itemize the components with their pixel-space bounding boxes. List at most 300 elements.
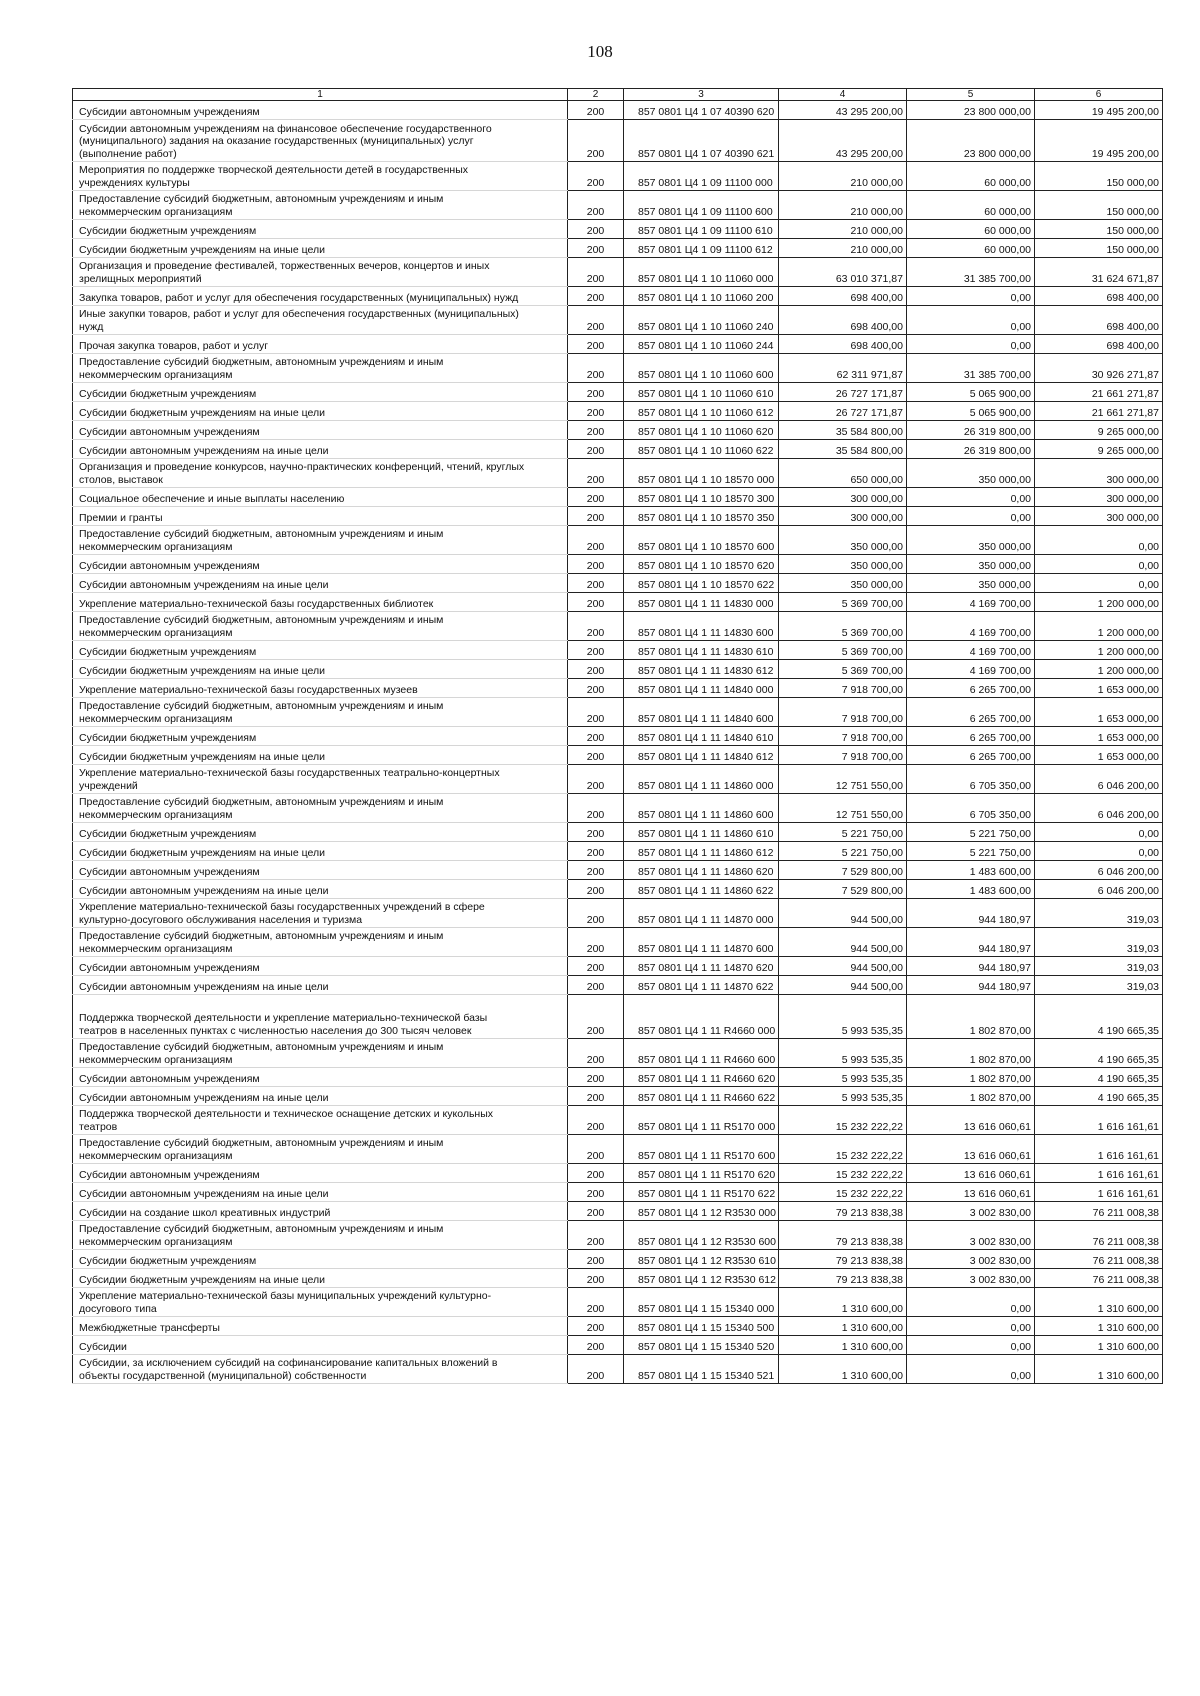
row-line-code: 200 [568, 101, 624, 120]
column-header-1: 1 [73, 89, 568, 101]
row-name-line: Укрепление материально-технической базы государственных музеев [79, 683, 418, 696]
row-name-line: Укрепление материально-технической базы государственных учреждений в сфере [79, 901, 485, 913]
row-amount-col6: 1 653 000,00 [1035, 679, 1163, 698]
row-name-line: Предоставление субсидий бюджетным, автономным учреждениям и иным [79, 356, 444, 368]
table-row [73, 899, 1163, 928]
row-amount-col6: 698 400,00 [1035, 335, 1163, 354]
table-row [73, 1269, 1163, 1288]
table-row [73, 928, 1163, 957]
row-amount-col5: 1 802 870,00 [907, 1039, 1035, 1068]
row-budget-code: 857 0801 Ц4 1 11 14860 600 [624, 794, 779, 823]
row-name-line: Предоставление субсидий бюджетным, автономным учреждениям и иным [79, 796, 444, 808]
row-amount-col5: 13 616 060,61 [907, 1183, 1035, 1202]
row-name [73, 1183, 568, 1202]
row-amount-col6: 0,00 [1035, 526, 1163, 555]
row-amount-col6: 319,03 [1035, 899, 1163, 928]
row-amount-col6: 0,00 [1035, 823, 1163, 842]
row-line-code: 200 [568, 488, 624, 507]
row-budget-code: 857 0801 Ц4 1 11 14840 000 [624, 679, 779, 698]
row-line-code: 200 [568, 220, 624, 239]
row-line-code: 200 [568, 1183, 624, 1202]
row-budget-code: 857 0801 Ц4 1 11 14830 600 [624, 612, 779, 641]
table-row [73, 1202, 1163, 1221]
budget-table [72, 88, 1163, 1384]
row-amount-col5: 6 265 700,00 [907, 727, 1035, 746]
row-amount-col6: 76 211 008,38 [1035, 1202, 1163, 1221]
table-row [73, 746, 1163, 765]
row-amount-col4: 5 369 700,00 [779, 660, 907, 679]
row-amount-col4: 1 310 600,00 [779, 1355, 907, 1384]
row-name-line: Субсидии бюджетным учреждениям [79, 224, 257, 237]
row-budget-code: 857 0801 Ц4 1 10 11060 244 [624, 335, 779, 354]
row-name-line: объекты государственной (муниципальной) собственности [79, 1369, 367, 1382]
row-name [73, 507, 568, 526]
row-amount-col4: 944 500,00 [779, 899, 907, 928]
column-header-6: 6 [1035, 89, 1163, 101]
row-amount-col4: 7 529 800,00 [779, 880, 907, 899]
row-amount-col6: 31 624 671,87 [1035, 258, 1163, 287]
row-amount-col5: 13 616 060,61 [907, 1135, 1035, 1164]
row-name [73, 612, 568, 641]
row-amount-col5: 350 000,00 [907, 555, 1035, 574]
row-amount-col5: 3 002 830,00 [907, 1269, 1035, 1288]
row-name-line: Субсидии автономным учреждениям [79, 1072, 260, 1085]
row-name [73, 1087, 568, 1106]
row-amount-col4: 210 000,00 [779, 220, 907, 239]
row-budget-code: 857 0801 Ц4 1 10 18570 620 [624, 555, 779, 574]
row-name [73, 976, 568, 995]
table-row [73, 765, 1163, 794]
table-row [73, 995, 1163, 1039]
row-amount-col4: 210 000,00 [779, 191, 907, 220]
table-row [73, 191, 1163, 220]
row-amount-col4: 7 918 700,00 [779, 746, 907, 765]
row-name-line: Субсидии бюджетным учреждениям [79, 387, 257, 400]
row-amount-col6: 4 190 665,35 [1035, 1087, 1163, 1106]
row-amount-col5: 1 483 600,00 [907, 861, 1035, 880]
row-amount-col5: 5 221 750,00 [907, 823, 1035, 842]
row-amount-col6: 1 310 600,00 [1035, 1288, 1163, 1317]
row-amount-col6: 1 616 161,61 [1035, 1135, 1163, 1164]
row-name-line: Предоставление субсидий бюджетным, автономным учреждениям и иным [79, 1041, 444, 1053]
row-amount-col4: 7 918 700,00 [779, 727, 907, 746]
table-row [73, 120, 1163, 162]
row-line-code: 200 [568, 459, 624, 488]
row-amount-col6: 0,00 [1035, 574, 1163, 593]
row-amount-col4: 12 751 550,00 [779, 765, 907, 794]
row-name-line: Субсидии [79, 1340, 127, 1353]
row-amount-col4: 1 310 600,00 [779, 1317, 907, 1336]
row-amount-col6: 21 661 271,87 [1035, 402, 1163, 421]
table-row [73, 727, 1163, 746]
row-budget-code: 857 0801 Ц4 1 11 R4660 000 [624, 995, 779, 1039]
row-amount-col5: 4 169 700,00 [907, 593, 1035, 612]
row-amount-col4: 350 000,00 [779, 526, 907, 555]
row-line-code: 200 [568, 1336, 624, 1355]
row-name [73, 765, 568, 794]
row-amount-col4: 5 993 535,35 [779, 995, 907, 1039]
row-name-line: Прочая закупка товаров, работ и услуг [79, 339, 269, 352]
row-amount-col4: 15 232 222,22 [779, 1164, 907, 1183]
row-amount-col4: 15 232 222,22 [779, 1183, 907, 1202]
row-amount-col4: 5 221 750,00 [779, 842, 907, 861]
row-amount-col5: 944 180,97 [907, 928, 1035, 957]
row-amount-col5: 0,00 [907, 1317, 1035, 1336]
row-amount-col4: 698 400,00 [779, 335, 907, 354]
row-line-code: 200 [568, 1039, 624, 1068]
row-name [73, 861, 568, 880]
row-amount-col5: 13 616 060,61 [907, 1164, 1035, 1183]
row-amount-col4: 5 221 750,00 [779, 823, 907, 842]
row-line-code: 200 [568, 746, 624, 765]
table-row [73, 1221, 1163, 1250]
row-line-code: 200 [568, 1087, 624, 1106]
row-name-line: Предоставление субсидий бюджетным, автономным учреждениям и иным [79, 930, 444, 942]
row-name [73, 794, 568, 823]
row-budget-code: 857 0801 Ц4 1 10 18570 000 [624, 459, 779, 488]
row-amount-col4: 944 500,00 [779, 957, 907, 976]
row-name [73, 354, 568, 383]
row-name [73, 746, 568, 765]
row-line-code: 200 [568, 1164, 624, 1183]
row-amount-col4: 944 500,00 [779, 928, 907, 957]
table-row [73, 957, 1163, 976]
row-budget-code: 857 0801 Ц4 1 11 14830 000 [624, 593, 779, 612]
row-name-line: Субсидии бюджетным учреждениям на иные цели [79, 243, 325, 256]
row-line-code: 200 [568, 899, 624, 928]
row-amount-col4: 79 213 838,38 [779, 1250, 907, 1269]
row-budget-code: 857 0801 Ц4 1 12 R3530 610 [624, 1250, 779, 1269]
row-name [73, 191, 568, 220]
row-budget-code: 857 0801 Ц4 1 11 14870 600 [624, 928, 779, 957]
row-budget-code: 857 0801 Ц4 1 10 11060 620 [624, 421, 779, 440]
table-row [73, 421, 1163, 440]
row-name-line: Субсидии бюджетным учреждениям на иные цели [79, 750, 325, 763]
row-name-line: Субсидии бюджетным учреждениям на иные цели [79, 846, 325, 859]
row-line-code: 200 [568, 823, 624, 842]
table-row [73, 612, 1163, 641]
row-amount-col4: 26 727 171,87 [779, 402, 907, 421]
table-row [73, 354, 1163, 383]
row-amount-col5: 23 800 000,00 [907, 101, 1035, 120]
row-name-line: Субсидии бюджетным учреждениям на иные цели [79, 664, 325, 677]
row-line-code: 200 [568, 287, 624, 306]
row-amount-col5: 0,00 [907, 1336, 1035, 1355]
row-name-line: Субсидии автономным учреждениям на иные цели [79, 578, 329, 591]
table-row [73, 1068, 1163, 1087]
table-header [73, 89, 1163, 101]
row-name-line: театров в населенных пунктах с численностью населения до 300 тысяч человек [79, 1024, 472, 1037]
row-amount-col6: 1 310 600,00 [1035, 1355, 1163, 1384]
row-budget-code: 857 0801 Ц4 1 11 14860 620 [624, 861, 779, 880]
row-line-code: 200 [568, 727, 624, 746]
row-name-line: Субсидии бюджетным учреждениям [79, 645, 257, 658]
row-name-line: некоммерческим организациям [79, 368, 233, 381]
row-name-line: Субсидии автономным учреждениям [79, 961, 260, 974]
table-row [73, 1135, 1163, 1164]
row-amount-col4: 5 993 535,35 [779, 1068, 907, 1087]
row-amount-col5: 1 802 870,00 [907, 1087, 1035, 1106]
row-amount-col6: 319,03 [1035, 928, 1163, 957]
row-budget-code: 857 0801 Ц4 1 09 11100 000 [624, 162, 779, 191]
row-name [73, 1250, 568, 1269]
row-name-line: Предоставление субсидий бюджетным, автономным учреждениям и иным [79, 528, 444, 540]
row-name-line: нужд [79, 320, 104, 333]
row-budget-code: 857 0801 Ц4 1 15 15340 500 [624, 1317, 779, 1336]
row-name [73, 287, 568, 306]
row-amount-col4: 35 584 800,00 [779, 421, 907, 440]
row-name [73, 593, 568, 612]
row-name [73, 120, 568, 162]
row-line-code: 200 [568, 928, 624, 957]
row-name [73, 239, 568, 258]
row-name-line: некоммерческим организациям [79, 1053, 233, 1066]
row-amount-col6: 1 653 000,00 [1035, 727, 1163, 746]
row-line-code: 200 [568, 574, 624, 593]
row-budget-code: 857 0801 Ц4 1 11 14860 612 [624, 842, 779, 861]
table-row [73, 239, 1163, 258]
table-body [73, 101, 1163, 1384]
row-amount-col5: 0,00 [907, 1355, 1035, 1384]
row-name [73, 488, 568, 507]
table-row [73, 842, 1163, 861]
row-amount-col4: 5 369 700,00 [779, 641, 907, 660]
row-budget-code: 857 0801 Ц4 1 10 11060 200 [624, 287, 779, 306]
row-line-code: 200 [568, 526, 624, 555]
row-budget-code: 857 0801 Ц4 1 11 14830 612 [624, 660, 779, 679]
row-amount-col4: 698 400,00 [779, 287, 907, 306]
row-budget-code: 857 0801 Ц4 1 10 11060 240 [624, 306, 779, 335]
row-amount-col6: 9 265 000,00 [1035, 421, 1163, 440]
row-line-code: 200 [568, 1250, 624, 1269]
row-amount-col5: 13 616 060,61 [907, 1106, 1035, 1135]
row-name-line: зрелищных мероприятий [79, 272, 202, 285]
table-row [73, 1355, 1163, 1384]
row-budget-code: 857 0801 Ц4 1 11 14870 622 [624, 976, 779, 995]
row-name [73, 1355, 568, 1384]
row-name-line: учреждениях культуры [79, 176, 190, 189]
row-amount-col4: 300 000,00 [779, 488, 907, 507]
row-amount-col4: 210 000,00 [779, 162, 907, 191]
row-name-line: Субсидии бюджетным учреждениям на иные цели [79, 1273, 325, 1286]
row-name-line: некоммерческим организациям [79, 540, 233, 553]
row-name [73, 383, 568, 402]
row-amount-col5: 350 000,00 [907, 459, 1035, 488]
table-row [73, 1164, 1163, 1183]
row-amount-col5: 31 385 700,00 [907, 354, 1035, 383]
row-amount-col6: 698 400,00 [1035, 287, 1163, 306]
row-name-line: Субсидии автономным учреждениям на финансовое обеспечение государственного [79, 122, 492, 135]
row-amount-col5: 5 065 900,00 [907, 383, 1035, 402]
row-amount-col4: 1 310 600,00 [779, 1288, 907, 1317]
row-line-code: 200 [568, 120, 624, 162]
row-amount-col6: 150 000,00 [1035, 239, 1163, 258]
row-amount-col4: 62 311 971,87 [779, 354, 907, 383]
row-amount-col5: 5 221 750,00 [907, 842, 1035, 861]
row-amount-col6: 1 616 161,61 [1035, 1106, 1163, 1135]
row-name [73, 162, 568, 191]
row-name [73, 880, 568, 899]
row-amount-col6: 4 190 665,35 [1035, 1068, 1163, 1087]
row-name [73, 679, 568, 698]
row-amount-col6: 19 495 200,00 [1035, 120, 1163, 162]
row-name-line: столов, выставок [79, 473, 163, 486]
row-name-line: Предоставление субсидий бюджетным, автономным учреждениям и иным [79, 1223, 444, 1235]
row-amount-col5: 350 000,00 [907, 526, 1035, 555]
row-line-code: 200 [568, 660, 624, 679]
row-name-line: некоммерческим организациям [79, 712, 233, 725]
row-name [73, 727, 568, 746]
table-row [73, 1039, 1163, 1068]
row-line-code: 200 [568, 976, 624, 995]
row-line-code: 200 [568, 1355, 624, 1384]
row-line-code: 200 [568, 258, 624, 287]
row-budget-code: 857 0801 Ц4 1 10 11060 600 [624, 354, 779, 383]
table-row [73, 861, 1163, 880]
row-amount-col4: 650 000,00 [779, 459, 907, 488]
row-name-line: театров [79, 1120, 118, 1133]
row-name-line: учреждений [79, 779, 138, 792]
row-amount-col4: 944 500,00 [779, 976, 907, 995]
row-budget-code: 857 0801 Ц4 1 10 11060 610 [624, 383, 779, 402]
row-line-code: 200 [568, 765, 624, 794]
row-amount-col5: 6 265 700,00 [907, 746, 1035, 765]
row-budget-code: 857 0801 Ц4 1 11 R4660 620 [624, 1068, 779, 1087]
row-name-line: Социальное обеспечение и иные выплаты населению [79, 492, 345, 505]
row-amount-col6: 1 310 600,00 [1035, 1317, 1163, 1336]
row-amount-col4: 1 310 600,00 [779, 1336, 907, 1355]
table-row [73, 383, 1163, 402]
row-line-code: 200 [568, 354, 624, 383]
row-amount-col5: 31 385 700,00 [907, 258, 1035, 287]
row-name-line: Укрепление материально-технической базы государственных театрально-концертных [79, 767, 500, 779]
table-row [73, 1317, 1163, 1336]
row-amount-col4: 43 295 200,00 [779, 120, 907, 162]
row-amount-col5: 60 000,00 [907, 162, 1035, 191]
row-amount-col4: 43 295 200,00 [779, 101, 907, 120]
row-line-code: 200 [568, 191, 624, 220]
row-amount-col5: 0,00 [907, 287, 1035, 306]
row-line-code: 200 [568, 383, 624, 402]
row-name-line: Поддержка творческой деятельности и укрепление материально-технической базы [79, 1012, 488, 1024]
row-amount-col4: 5 993 535,35 [779, 1087, 907, 1106]
column-header-5: 5 [907, 89, 1035, 101]
row-amount-col4: 12 751 550,00 [779, 794, 907, 823]
row-name-line: (муниципального) задания на оказание государственных (муниципальных) услуг [79, 135, 474, 147]
row-name [73, 402, 568, 421]
row-name [73, 258, 568, 287]
row-budget-code: 857 0801 Ц4 1 11 14840 600 [624, 698, 779, 727]
row-amount-col6: 6 046 200,00 [1035, 861, 1163, 880]
row-amount-col6: 76 211 008,38 [1035, 1269, 1163, 1288]
table-row [73, 335, 1163, 354]
row-budget-code: 857 0801 Ц4 1 11 R4660 622 [624, 1087, 779, 1106]
row-name-line: Субсидии, за исключением субсидий на софинансирование капитальных вложений в [79, 1357, 498, 1369]
row-name-line: Субсидии бюджетным учреждениям [79, 827, 257, 840]
row-name-line: культурно-досугового обслуживания населения и туризма [79, 913, 363, 926]
table-row [73, 306, 1163, 335]
row-amount-col5: 1 802 870,00 [907, 995, 1035, 1039]
row-name [73, 1135, 568, 1164]
row-name-line: Организация и проведение конкурсов, научно-практических конференций, чтений, круглых [79, 461, 525, 473]
row-name-line: Организация и проведение фестивалей, торжественных вечеров, концертов и иных [79, 260, 490, 272]
row-line-code: 200 [568, 306, 624, 335]
row-budget-code: 857 0801 Ц4 1 15 15340 520 [624, 1336, 779, 1355]
row-name-line: Субсидии бюджетным учреждениям на иные цели [79, 406, 325, 419]
row-amount-col6: 21 661 271,87 [1035, 383, 1163, 402]
table-row [73, 794, 1163, 823]
row-amount-col4: 7 918 700,00 [779, 698, 907, 727]
row-name [73, 1202, 568, 1221]
row-amount-col5: 6 705 350,00 [907, 765, 1035, 794]
row-name-line: Поддержка творческой деятельности и техническое оснащение детских и кукольных [79, 1108, 494, 1120]
row-amount-col5: 944 180,97 [907, 899, 1035, 928]
row-amount-col4: 300 000,00 [779, 507, 907, 526]
table-row [73, 440, 1163, 459]
column-header-2: 2 [568, 89, 624, 101]
row-name [73, 1221, 568, 1250]
row-line-code: 200 [568, 1202, 624, 1221]
table-row [73, 1250, 1163, 1269]
row-amount-col5: 0,00 [907, 507, 1035, 526]
row-amount-col6: 0,00 [1035, 555, 1163, 574]
table-row [73, 258, 1163, 287]
table-row [73, 1336, 1163, 1355]
row-name-line: Субсидии автономным учреждениям [79, 559, 260, 572]
row-name [73, 555, 568, 574]
row-budget-code: 857 0801 Ц4 1 10 11060 000 [624, 258, 779, 287]
row-amount-col5: 60 000,00 [907, 191, 1035, 220]
row-budget-code: 857 0801 Ц4 1 15 15340 000 [624, 1288, 779, 1317]
row-line-code: 200 [568, 593, 624, 612]
row-name [73, 421, 568, 440]
table-row [73, 880, 1163, 899]
table-row [73, 593, 1163, 612]
row-amount-col4: 210 000,00 [779, 239, 907, 258]
row-amount-col4: 7 529 800,00 [779, 861, 907, 880]
row-amount-col4: 5 993 535,35 [779, 1039, 907, 1068]
row-amount-col5: 26 319 800,00 [907, 440, 1035, 459]
row-name [73, 574, 568, 593]
table-row [73, 641, 1163, 660]
row-budget-code: 857 0801 Ц4 1 11 R5170 600 [624, 1135, 779, 1164]
row-line-code: 200 [568, 957, 624, 976]
row-amount-col4: 79 213 838,38 [779, 1221, 907, 1250]
row-line-code: 200 [568, 162, 624, 191]
row-name-line: Субсидии автономным учреждениям [79, 1168, 260, 1181]
row-name [73, 335, 568, 354]
row-amount-col6: 6 046 200,00 [1035, 794, 1163, 823]
row-amount-col4: 698 400,00 [779, 306, 907, 335]
row-budget-code: 857 0801 Ц4 1 11 14870 000 [624, 899, 779, 928]
row-name [73, 1336, 568, 1355]
row-name [73, 1068, 568, 1087]
row-budget-code: 857 0801 Ц4 1 11 R5170 000 [624, 1106, 779, 1135]
row-name-line: Субсидии автономным учреждениям на иные цели [79, 980, 329, 993]
row-line-code: 200 [568, 1135, 624, 1164]
row-amount-col5: 1 802 870,00 [907, 1068, 1035, 1087]
row-amount-col6: 1 200 000,00 [1035, 641, 1163, 660]
row-name-line: Закупка товаров, работ и услуг для обеспечения государственных (муниципальных) нужд [79, 291, 519, 304]
table-row [73, 1183, 1163, 1202]
row-amount-col4: 5 369 700,00 [779, 593, 907, 612]
row-line-code: 200 [568, 698, 624, 727]
row-amount-col6: 4 190 665,35 [1035, 995, 1163, 1039]
row-budget-code: 857 0801 Ц4 1 12 R3530 600 [624, 1221, 779, 1250]
row-name [73, 459, 568, 488]
row-budget-code: 857 0801 Ц4 1 15 15340 521 [624, 1355, 779, 1384]
row-amount-col6: 1 200 000,00 [1035, 660, 1163, 679]
